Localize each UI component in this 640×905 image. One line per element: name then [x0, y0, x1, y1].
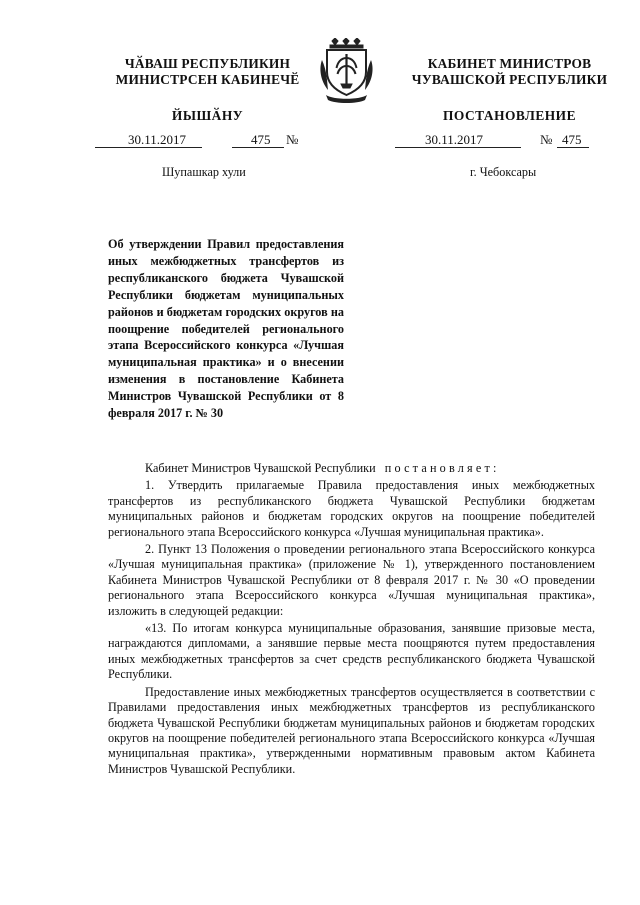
right-number-sign: №: [540, 132, 553, 147]
right-number: 475: [562, 132, 582, 147]
header-right-line2: ЧУВАШСКОЙ РЕСПУБЛИКИ: [411, 72, 608, 87]
left-number-sign: №: [286, 132, 299, 147]
header-right-line1: КАБИНЕТ МИНИСТРОВ: [427, 56, 592, 71]
intro-text: Кабинет Министров Чувашской Республики: [145, 461, 376, 475]
header-left-line1: ЧӐВАШ РЕСПУБЛИКИН: [124, 56, 291, 71]
paragraph-3: «13. По итогам конкурса муниципальные образования, занявшие призовые места, награждаются дипломами, а занявшие первые места поощряются путем предоставления иных межбюджетных трансфертов за счет средств республиканского бюджета Чувашской Республики.: [108, 621, 595, 682]
document-title: Об утверждении Правил предоставления иных межбюджетных трансфертов из республиканского бюджета Чувашской Республики бюджетам муниципальных районов и бюджетам городских округов на поощрение победителей регионального этапа Всероссийского конкурса «Лучшая муниципальная практика» и о внесении изменения в постановление Кабинета Министров Чувашской Республики от 8 февраля 2017 г. № 30: [108, 237, 344, 421]
coat-of-arms-icon: [319, 38, 374, 104]
paragraph-1: 1. Утвердить прилагаемые Правила предоставления иных межбюджетных трансфертов из республиканского бюджета Чувашской Республики бюджетам муниципальных районов и бюджетам городских округов на поощрение победителей регионального этапа Всероссийского конкурса «Лучшая муниципальная практика».: [108, 478, 595, 539]
intro-paragraph: [108, 461, 595, 476]
left-number: 475: [251, 132, 271, 147]
paragraph-2: 2. Пункт 13 Положения о проведении регионального этапа Всероссийского конкурса «Лучшая муниципальная практика» (приложение № 1), утвержденного постановлением Кабинета Министров Чувашской Республики от 8 февраля 2017 г. № 30 «О проведении регионального этапа Всероссийского конкурса «Лучшая муниципальная практика», изложить в следующей редакции:: [108, 542, 595, 618]
left-date: 30.11.2017: [128, 132, 187, 147]
document-body: [108, 461, 595, 779]
header-right-doc-type: ПОСТАНОВЛЕНИЕ: [442, 108, 577, 123]
intro-verb: постановляет:: [384, 461, 500, 475]
place-left: Шупашкар хули: [162, 165, 246, 179]
right-date: 30.11.2017: [425, 132, 484, 147]
header-left-doc-type: ЙЫШӐНУ: [171, 108, 244, 123]
header-left-line2: МИНИСТРСЕН КАБИНЕЧӖ: [115, 72, 300, 87]
header-left: [95, 56, 320, 124]
header-right: [392, 56, 627, 124]
paragraph-4: Предоставление иных межбюджетных трансфертов осуществляется в соответствии с Правилами предоставления иных межбюджетных трансфертов из республиканского бюджета Чувашской Республики бюджетам муниципальных районов и бюджетам городских округов на поощрение победителей регионального этапа Всероссийского конкурса «Лучшая муниципальная практика», утвержденными нормативным правовым актом Кабинета Министров Чувашской Республики.: [108, 684, 595, 776]
place-right: г. Чебоксары: [470, 165, 537, 179]
